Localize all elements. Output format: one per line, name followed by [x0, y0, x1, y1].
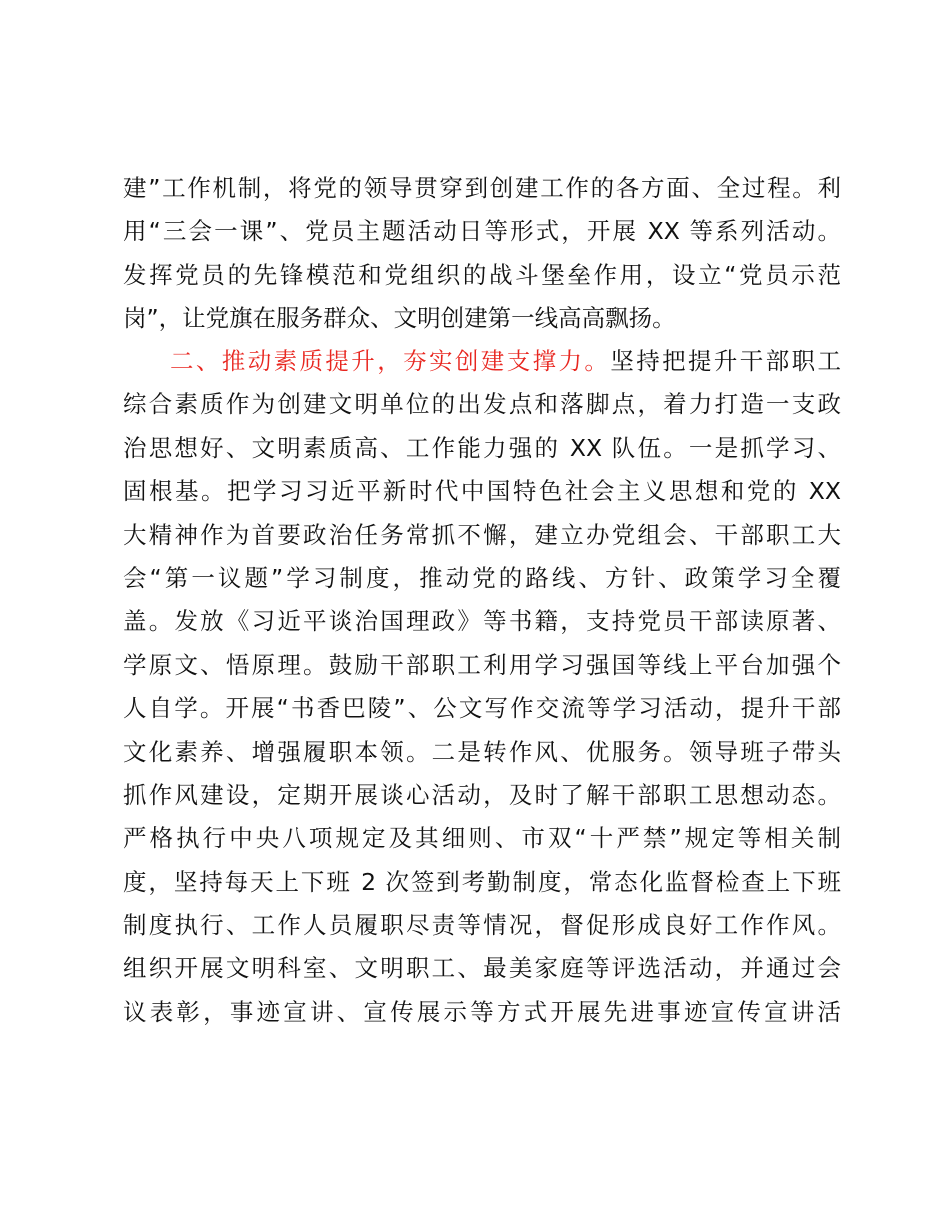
paragraph-line: 议表彰，事迹宣讲、宣传展示等方式开展先进事迹宣传宣讲活 [123, 997, 841, 1026]
paragraph-line: 发挥党员的先锋模范和党组织的战斗堡垒作用，设立“党员示范 [123, 260, 841, 289]
paragraph-line: 人自学。开展“书香巴陵”、公文写作交流等学习活动，提升干部 [123, 694, 841, 723]
paragraph-line: 组织开展文明科室、文明职工、最美家庭等评选活动，并通过会 [123, 954, 841, 983]
paragraph-line: 度，坚持每天上下班 2 次签到考勤制度，常态化监督检查上下班 [123, 867, 841, 896]
paragraph-line: 建”工作机制，将党的领导贯穿到创建工作的各方面、全过程。利 [123, 174, 841, 202]
paragraph-line: 严格执行中央八项规定及其细则、市双“十严禁”规定等相关制 [123, 824, 841, 853]
section-heading: 二、推动素质提升，夯实创建支撑力。 [170, 347, 611, 375]
paragraph-line: 岗”，让党旗在服务群众、文明创建第一线高高飘扬。 [123, 304, 676, 333]
paragraph-line: 盖。发放《习近平谈治国理政》等书籍，支持党员干部读原著、 [123, 607, 841, 636]
paragraph-line: 用“三会一课”、党员主题活动日等形式，开展 XX 等系列活动。 [123, 217, 841, 246]
paragraph-line: 文化素养、增强履职本领。二是转作风、优服务。领导班子带头 [123, 737, 841, 766]
paragraph-line: 制度执行、工作人员履职尽责等情况，督促形成良好工作作风。 [123, 911, 841, 940]
paragraph-line: 大精神作为首要政治任务常抓不懈，建立办党组会、干部职工大 [123, 520, 841, 549]
heading-followup-text: 坚持把提升干部职工 [610, 347, 841, 375]
paragraph-line: 固根基。把学习习近平新时代中国特色社会主义思想和党的 XX [123, 477, 841, 506]
paragraph-line: 会“第一议题”学习制度，推动党的路线、方针、政策学习全覆 [123, 563, 841, 592]
paragraph-line: 治思想好、文明素质高、工作能力强的 XX 队伍。一是抓学习、 [123, 433, 841, 462]
paragraph-first-line [123, 340, 841, 383]
paragraph-line: 抓作风建设，定期开展谈心活动，及时了解干部职工思想动态。 [123, 780, 841, 809]
paragraph-quality-improvement [123, 340, 841, 1034]
paragraph-party-building [123, 167, 841, 341]
paragraph-line: 综合素质作为创建文明单位的出发点和落脚点，着力打造一支政 [123, 390, 841, 419]
paragraph-line: 学原文、悟原理。鼓励干部职工利用学习强国等线上平台加强个 [123, 650, 841, 679]
